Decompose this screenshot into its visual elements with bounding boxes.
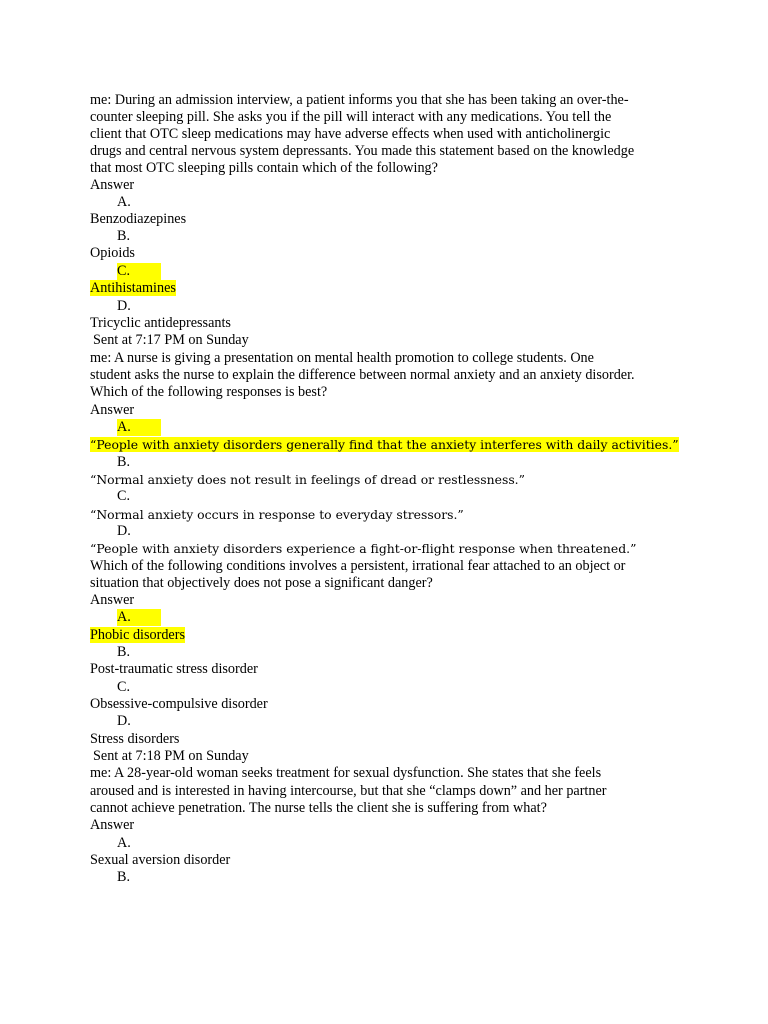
q4-stem-line-3: cannot achieve penetration. The nurse tells the client she is suffering from what? xyxy=(90,800,547,816)
q1-stem-line-4: drugs and central nervous system depressants. You made this statement based on the knowledge xyxy=(90,143,635,159)
q2-option-d-text: “People with anxiety disorders experience a fight-or-flight response when threatened.” xyxy=(90,541,637,556)
q3-stem-line-2: situation that objectively does not pose a significant danger? xyxy=(90,575,433,591)
q2-option-c-text: “Normal anxiety occurs in response to everyday stressors.” xyxy=(90,507,464,522)
q1-option-c-letter: C. xyxy=(117,263,161,280)
q1-option-d-letter: D. xyxy=(117,298,131,314)
q4-stem-line-1: me: A 28-year-old woman seeks treatment for sexual dysfunction. She states that she feels xyxy=(90,765,602,781)
q4-option-a-letter: A. xyxy=(117,835,131,851)
q2-option-a-letter-highlighted xyxy=(117,419,161,436)
q1-option-b-letter: B. xyxy=(117,228,131,244)
q2-option-a-text: “People with anxiety disorders generally find that the anxiety interferes with daily activities.” xyxy=(90,437,679,452)
q3-option-a-letter: A. xyxy=(117,609,161,626)
q3-option-d-text: Stress disorders xyxy=(90,731,180,747)
q1-answer-label: Answer xyxy=(90,177,135,193)
q1-option-c-letter-highlighted xyxy=(117,263,161,280)
q3-option-c-letter: C. xyxy=(117,679,131,695)
q3-stem-line-1: Which of the following conditions involves a persistent, irrational fear attached to an object or xyxy=(90,558,626,574)
q1-option-b-text: Opioids xyxy=(90,245,135,261)
q1-option-c-text-highlighted xyxy=(90,280,176,297)
q1-stem-line-5: that most OTC sleeping pills contain which of the following? xyxy=(90,160,438,176)
q2-answer-label: Answer xyxy=(90,402,135,418)
q2-option-a-letter: A. xyxy=(117,419,161,436)
q4-option-b-letter: B. xyxy=(117,869,131,885)
q4-stem-line-2: aroused and is interested in having intercourse, but that she “clamps down” and her partner xyxy=(90,783,607,799)
q2-stem-line-1: me: A nurse is giving a presentation on mental health promotion to college students. One xyxy=(90,350,594,366)
q4-option-a-text: Sexual aversion disorder xyxy=(90,852,231,868)
q1-stem-line-1: me: During an admission interview, a patient informs you that she has been taking an over-the- xyxy=(90,92,629,108)
q3-option-b-letter: B. xyxy=(117,644,131,660)
q1-option-c-text: Antihistamines xyxy=(90,280,176,296)
q2-option-c-letter: C. xyxy=(117,488,131,504)
q2-stem-line-2: student asks the nurse to explain the difference between normal anxiety and an anxiety disorder. xyxy=(90,367,635,383)
q3-answer-label: Answer xyxy=(90,592,135,608)
q1-stem-line-2: counter sleeping pill. She asks you if the pill will interact with any medications. You tell the xyxy=(90,109,612,125)
q3-option-a-text: Phobic disorders xyxy=(90,627,185,643)
q2-option-d-letter: D. xyxy=(117,523,131,539)
q3-option-a-letter-highlighted xyxy=(117,609,161,626)
q2-option-b-letter: B. xyxy=(117,454,131,470)
q1-option-d-text: Tricyclic antidepressants xyxy=(90,315,231,331)
q3-option-d-letter: D. xyxy=(117,713,131,729)
q4-answer-label: Answer xyxy=(90,817,135,833)
q3-option-c-text: Obsessive-compulsive disorder xyxy=(90,696,268,712)
q2-option-b-text: “Normal anxiety does not result in feelings of dread or restlessness.” xyxy=(90,472,525,487)
q1-option-a-text: Benzodiazepines xyxy=(90,211,187,227)
q2-option-a-text-highlighted xyxy=(90,436,679,453)
q2-stem-line-3: Which of the following responses is best? xyxy=(90,384,328,400)
q3-sent-timestamp: Sent at 7:18 PM on Sunday xyxy=(93,748,249,764)
q1-stem-line-3: client that OTC sleep medications may have adverse effects when used with anticholinergic xyxy=(90,126,611,142)
q3-option-a-text-highlighted xyxy=(90,627,185,644)
q3-option-b-text: Post-traumatic stress disorder xyxy=(90,661,258,677)
q1-option-a-letter: A. xyxy=(117,194,131,210)
q1-sent-timestamp: Sent at 7:17 PM on Sunday xyxy=(93,332,249,348)
